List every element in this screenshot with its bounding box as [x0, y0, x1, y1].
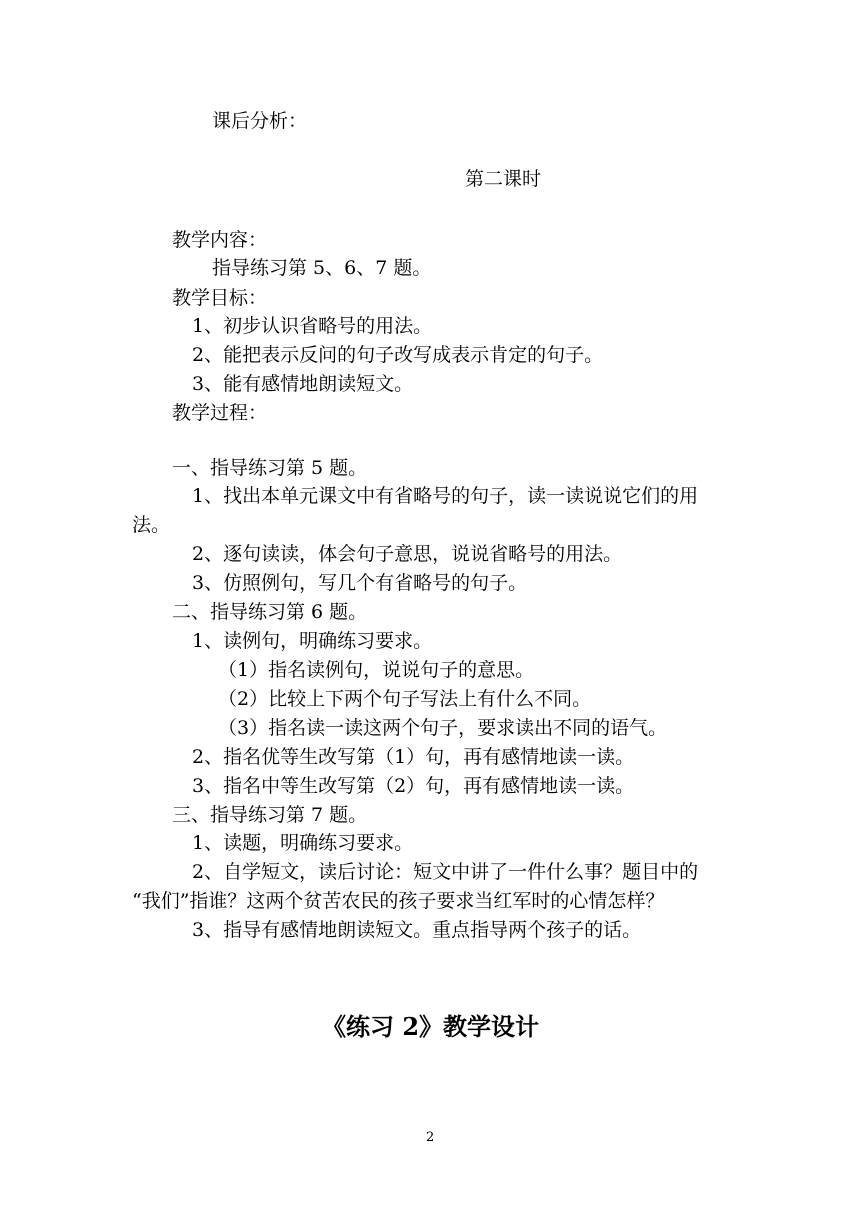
- section2-subitem: （3）指名读一读这两个句子，要求读出不同的语气。: [218, 717, 668, 739]
- section2-item: 1、读例句，明确练习要求。: [192, 630, 433, 652]
- section1-item: 1、找出本单元课文中有省略号的句子，读一读说说它们的用: [192, 485, 699, 507]
- section2-subitem: （2）比较上下两个句子写法上有什么不同。: [218, 688, 592, 710]
- section2-subitem: （1）指名读例句，说说句子的意思。: [218, 659, 535, 681]
- section1-item-continued: 法。: [132, 514, 171, 536]
- section3-item: 3、指导有感情地朗读短文。重点指导两个孩子的话。: [192, 919, 642, 941]
- section1-item: 2、逐句读读，体会句子意思，说说省略号的用法。: [192, 543, 623, 565]
- process-label: 教学过程：: [172, 402, 268, 424]
- objective-item: 1、初步认识省略号的用法。: [192, 315, 433, 337]
- content-text: 指导练习第 5、6、7 题。: [212, 257, 432, 279]
- next-section-title: 《练习 2》教学设计: [322, 1012, 540, 1041]
- section1-item: 3、仿照例句，写几个有省略号的句子。: [192, 572, 528, 594]
- section3-item: 1、读题，明确练习要求。: [192, 832, 414, 854]
- section2-item: 2、指名优等生改写第（1）句，再有感情地读一读。: [192, 746, 635, 768]
- page-number: 2: [426, 1130, 435, 1145]
- section3-heading: 三、指导练习第 7 题。: [172, 804, 368, 826]
- section2-item: 3、指名中等生改写第（2）句，再有感情地读一读。: [192, 775, 635, 797]
- objective-item: 3、能有感情地朗读短文。: [192, 373, 414, 395]
- lesson-heading: 第二课时: [465, 168, 542, 190]
- objectives-label: 教学目标：: [172, 287, 268, 309]
- analysis-label: 课后分析：: [212, 110, 308, 132]
- section2-heading: 二、指导练习第 6 题。: [172, 601, 368, 623]
- section3-item: 2、自学短文，读后讨论：短文中讲了一件什么事？题目中的: [192, 861, 699, 883]
- content-label: 教学内容：: [172, 229, 268, 251]
- section1-heading: 一、指导练习第 5 题。: [172, 457, 368, 479]
- objective-item: 2、能把表示反问的句子改写成表示肯定的句子。: [192, 344, 604, 366]
- section3-item-continued: “我们”指谁？这两个贫苦农民的孩子要求当红军时的心情怎样？: [132, 890, 665, 912]
